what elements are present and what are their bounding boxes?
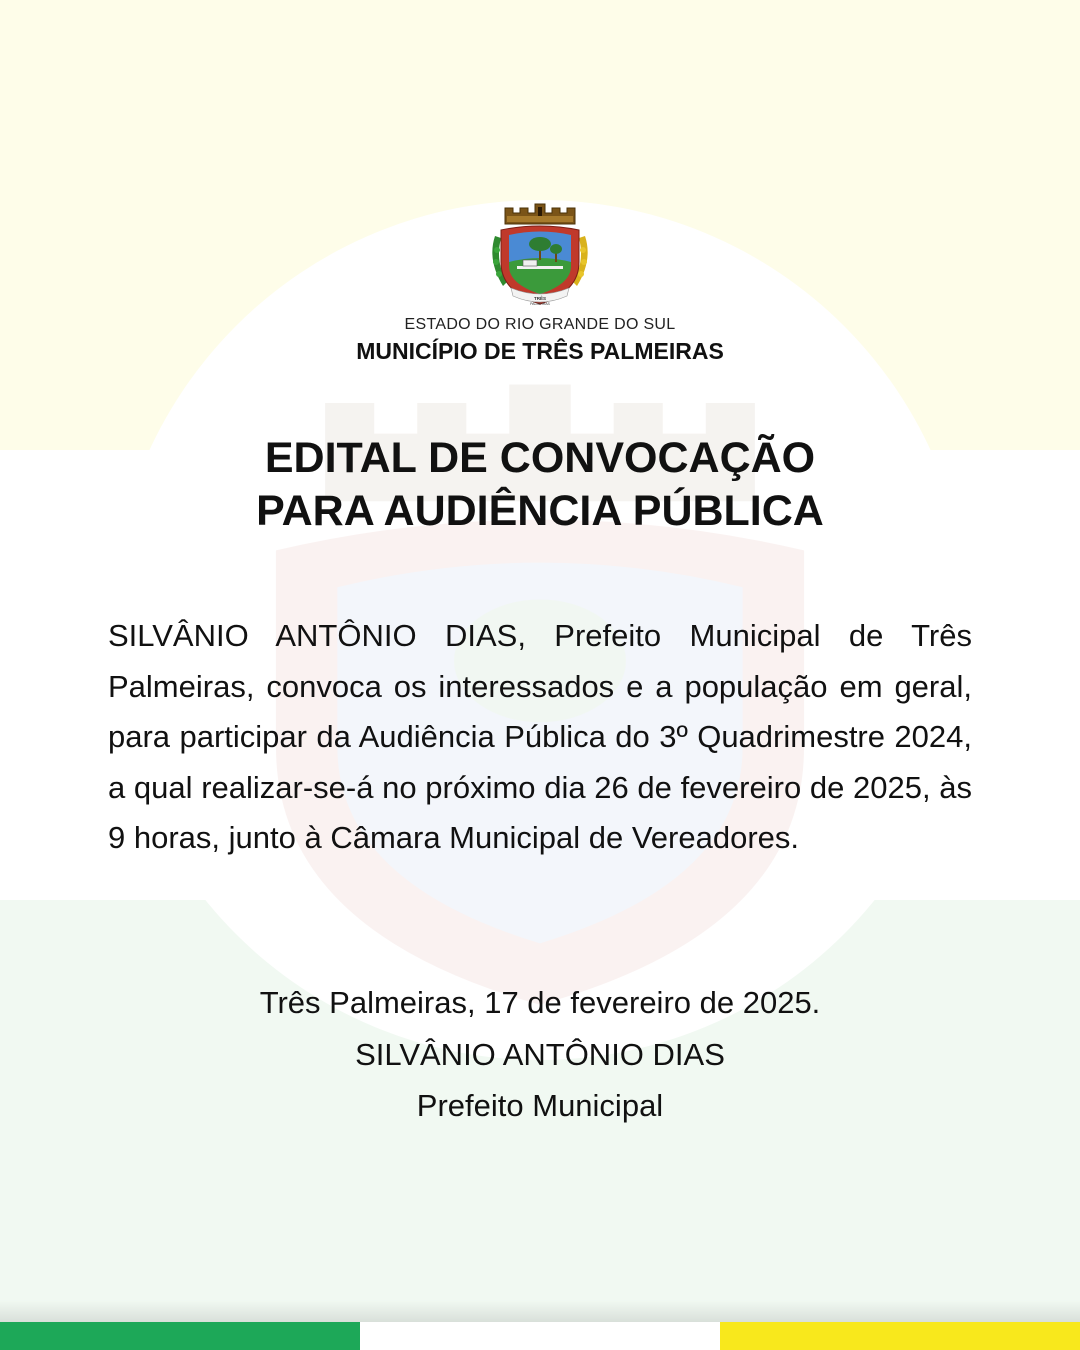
signature-place-date: Três Palmeiras, 17 de fevereiro de 2025. bbox=[259, 985, 821, 1020]
convocation-body: SILVÂNIO ANTÔNIO DIAS, Prefeito Municipal de Três Palmeiras, convoca os interessados e a população em geral, para participar da Audiência Pública do 3º Quadrimestre 2024, a qual realizar-se-á no próximo dia 26 de fevereiro de 2025, às 9 horas, junto à Câmara Municipal de Vereadores. bbox=[108, 618, 972, 856]
signature-role: Prefeito Municipal bbox=[416, 1088, 664, 1123]
document-title bbox=[0, 432, 1080, 538]
municipality-name: MUNICÍPIO DE TRÊS PALMEIRAS bbox=[356, 338, 724, 364]
flag-stripe-green bbox=[0, 1322, 360, 1350]
bottom-shadow bbox=[0, 1300, 1080, 1322]
signature-name: SILVÂNIO ANTÔNIO DIAS bbox=[355, 1037, 725, 1072]
state-name: ESTADO DO RIO GRANDE DO SUL bbox=[404, 316, 676, 333]
title-line-1: EDITAL DE CONVOCAÇÃO bbox=[264, 434, 816, 482]
crest-label-line2: PALMEIRAS bbox=[530, 302, 550, 306]
municipal-crest-icon bbox=[483, 200, 597, 312]
crest-label-line1: TRÊS bbox=[533, 296, 547, 301]
flag-stripe-yellow bbox=[720, 1322, 1080, 1350]
title-line-2: PARA AUDIÊNCIA PÚBLICA bbox=[256, 487, 824, 535]
flag-stripe-white bbox=[360, 1322, 720, 1350]
